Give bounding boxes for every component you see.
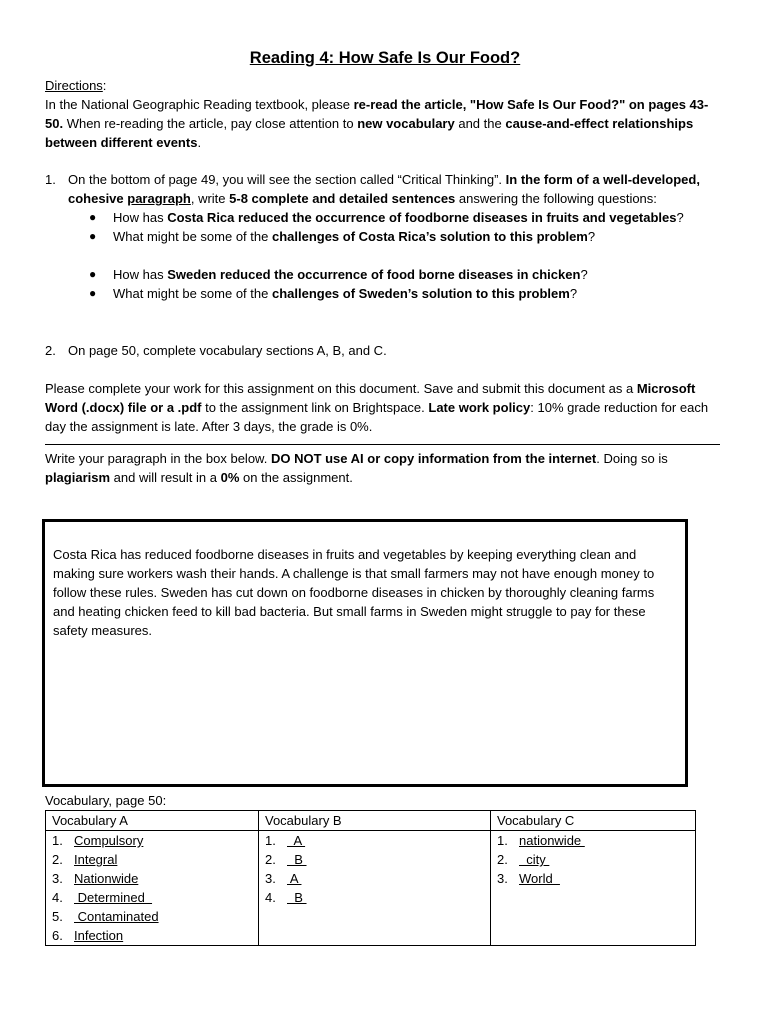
- vocab-entry: [52, 926, 252, 945]
- vocab-entry: [265, 831, 484, 850]
- vocab-answer[interactable]: Nationwide: [74, 871, 139, 886]
- bullet-part: What might be some of the: [113, 229, 272, 244]
- answer-text-box[interactable]: [42, 519, 688, 787]
- submit-bold: Microsoft Word (.docx) file or a .pdf: [45, 381, 696, 415]
- bullet-text: [113, 208, 684, 227]
- directions-bold: new vocabulary: [357, 116, 455, 131]
- vocab-answer[interactable]: World: [519, 871, 560, 886]
- question-bullet: [89, 208, 725, 227]
- vocab-answer[interactable]: Determined: [74, 890, 153, 905]
- vocab-number: 3.: [52, 871, 63, 886]
- instructions-list: [45, 170, 725, 360]
- bullet-bold: Costa Rica reduced the occurrence of foodborne diseases in fruits and vegetables: [167, 210, 677, 225]
- question-bullet: [89, 265, 725, 284]
- question-bullet: [89, 284, 725, 303]
- vocab-entry: [52, 850, 252, 869]
- bullet-part: ?: [676, 210, 684, 225]
- vocab-answer[interactable]: Compulsory: [74, 833, 144, 848]
- directions-label-line: [45, 76, 725, 95]
- directions-part: In the National Geographic Reading textbook, please: [45, 97, 354, 112]
- warning-bold: DO NOT use AI or copy information from the internet: [270, 451, 597, 466]
- bullet-icon: ●: [89, 286, 97, 300]
- vocab-entry: [497, 850, 689, 869]
- item-part: , write: [190, 191, 230, 206]
- directions-colon: :: [102, 78, 107, 93]
- vocab-header-a: Vocabulary A: [46, 811, 259, 831]
- vocab-answer[interactable]: Integral: [74, 852, 118, 867]
- item-bold: In the form of a well-developed, cohesive: [68, 172, 700, 206]
- instruction-item-1: [45, 170, 725, 208]
- vocab-number: 2.: [497, 852, 508, 867]
- vocab-entry: [265, 869, 484, 888]
- vocab-answer[interactable]: city: [519, 852, 550, 867]
- spacer: [45, 303, 725, 322]
- vocab-entry: [497, 869, 689, 888]
- bullet-part: ?: [580, 267, 588, 282]
- bullet-bold: challenges of Costa Rica’s solution to this problem: [271, 229, 588, 244]
- document-page: [45, 46, 725, 487]
- bullet-bold: challenges of Sweden’s solution to this problem: [271, 286, 570, 301]
- vocab-number: 2.: [265, 852, 276, 867]
- directions-label: Directions: [45, 78, 103, 93]
- item-part: answering the following questions:: [455, 191, 657, 206]
- warning-part: and will result in a: [110, 470, 221, 485]
- submit-bold: Late work policy: [428, 400, 531, 415]
- bullet-text: [113, 284, 577, 303]
- bullet-part: What might be some of the: [113, 286, 272, 301]
- warning-text: [45, 449, 725, 487]
- vocab-number: 1.: [497, 833, 508, 848]
- bullet-icon: ●: [89, 267, 97, 281]
- vocab-entry: [52, 888, 252, 907]
- vocab-entry: [52, 831, 252, 850]
- vocab-answer[interactable]: A: [287, 871, 302, 886]
- item-bold-underline: paragraph: [127, 191, 191, 206]
- vocabulary-table: [45, 810, 696, 946]
- bullet-part: How has: [113, 267, 168, 282]
- vocab-entry: [265, 888, 484, 907]
- vocab-column-c[interactable]: [491, 831, 696, 946]
- directions-text: [45, 95, 725, 152]
- vocab-answer[interactable]: Infection: [74, 928, 124, 943]
- vocab-answer[interactable]: nationwide: [519, 833, 585, 848]
- spacer: [45, 322, 725, 341]
- vocabulary-header-row: [46, 811, 696, 831]
- vocab-answer[interactable]: B: [287, 852, 307, 867]
- instruction-item-2: [45, 341, 725, 360]
- item-bold: 5-8 complete and detailed sentences: [229, 191, 456, 206]
- bullet-icon: ●: [89, 229, 97, 243]
- vocab-number: 6.: [52, 928, 63, 943]
- vocab-entry: [497, 831, 689, 850]
- directions-part: When re-reading the article, pay close attention to: [63, 116, 358, 131]
- directions-bold: cause-and-effect relationships between different events: [45, 116, 694, 150]
- vocab-number: 4.: [265, 890, 276, 905]
- bullet-icon: ●: [89, 210, 97, 224]
- item-part: On the bottom of page 49, you will see the section called “Critical Thinking”.: [68, 172, 506, 187]
- vocab-number: 4.: [52, 890, 63, 905]
- vocab-number: 5.: [52, 909, 63, 924]
- vocab-number: 2.: [52, 852, 63, 867]
- vocab-entry: [52, 869, 252, 888]
- vocab-entry: [265, 850, 484, 869]
- vocab-entry: [52, 907, 252, 926]
- spacer: [45, 360, 725, 379]
- vocab-number: 1.: [52, 833, 63, 848]
- question-bullet: [89, 227, 725, 246]
- item-text: [68, 170, 725, 208]
- directions-part: and the: [454, 116, 506, 131]
- item-number: 1.: [45, 172, 56, 187]
- vocabulary-caption: Vocabulary, page 50:: [45, 793, 167, 808]
- warning-part: Write your paragraph in the box below.: [45, 451, 271, 466]
- vocab-number: 1.: [265, 833, 276, 848]
- vocab-number: 3.: [265, 871, 276, 886]
- vocab-column-a[interactable]: [46, 831, 259, 946]
- vocab-answer[interactable]: A: [287, 833, 306, 848]
- vocab-column-b[interactable]: [259, 831, 491, 946]
- bullet-bold: Sweden reduced the occurrence of food borne diseases in chicken: [167, 267, 581, 282]
- bullet-part: ?: [569, 286, 578, 301]
- spacer: [45, 246, 725, 265]
- vocabulary-answers-row: [46, 831, 696, 946]
- answer-paragraph[interactable]: Costa Rica has reduced foodborne diseases in fruits and vegetables by keeping everything clean and making sure workers wash their hands. A challenge is that small farmers may not have enough money to follow these rules. Sweden has cut down on foodborne diseases in chicken by thoroughly cleaning farms and heating chicken feed to kill bad bacteria. But small farms in Sweden might struggle to pay for these safety measures.: [53, 547, 655, 638]
- directions-part: .: [197, 135, 202, 150]
- vocab-number: 3.: [497, 871, 508, 886]
- warning-part: . Doing so is: [596, 451, 668, 466]
- document-title: Reading 4: How Safe Is Our Food?: [249, 49, 521, 67]
- submit-instructions: [45, 379, 725, 436]
- submit-part: Please complete your work for this assignment on this document. Save and submit this document as a: [45, 381, 637, 396]
- vocab-answer[interactable]: B: [287, 890, 307, 905]
- submit-part: : 10% grade reduction for each day the assignment is late. After 3 days, the grade is 0%.: [45, 400, 709, 434]
- warning-part: on the assignment.: [239, 470, 353, 485]
- bullet-part: How has: [113, 210, 168, 225]
- horizontal-divider: [45, 444, 720, 445]
- warning-bold: 0%: [220, 470, 240, 485]
- item-number: 2.: [45, 343, 56, 358]
- vocab-answer[interactable]: Contaminated: [74, 909, 159, 924]
- vocab-header-c: Vocabulary C: [491, 811, 696, 831]
- bullet-text: [113, 265, 588, 284]
- bullet-part: ?: [587, 229, 596, 244]
- bullet-text: [113, 227, 595, 246]
- warning-bold: plagiarism: [45, 470, 111, 485]
- directions-bold: re-read the article, "How Safe Is Our Food?" on pages 43-50.: [45, 97, 709, 131]
- submit-part: to the assignment link on Brightspace.: [201, 400, 429, 415]
- vocab-header-b: Vocabulary B: [259, 811, 491, 831]
- item-text: On page 50, complete vocabulary sections A, B, and C.: [68, 343, 387, 358]
